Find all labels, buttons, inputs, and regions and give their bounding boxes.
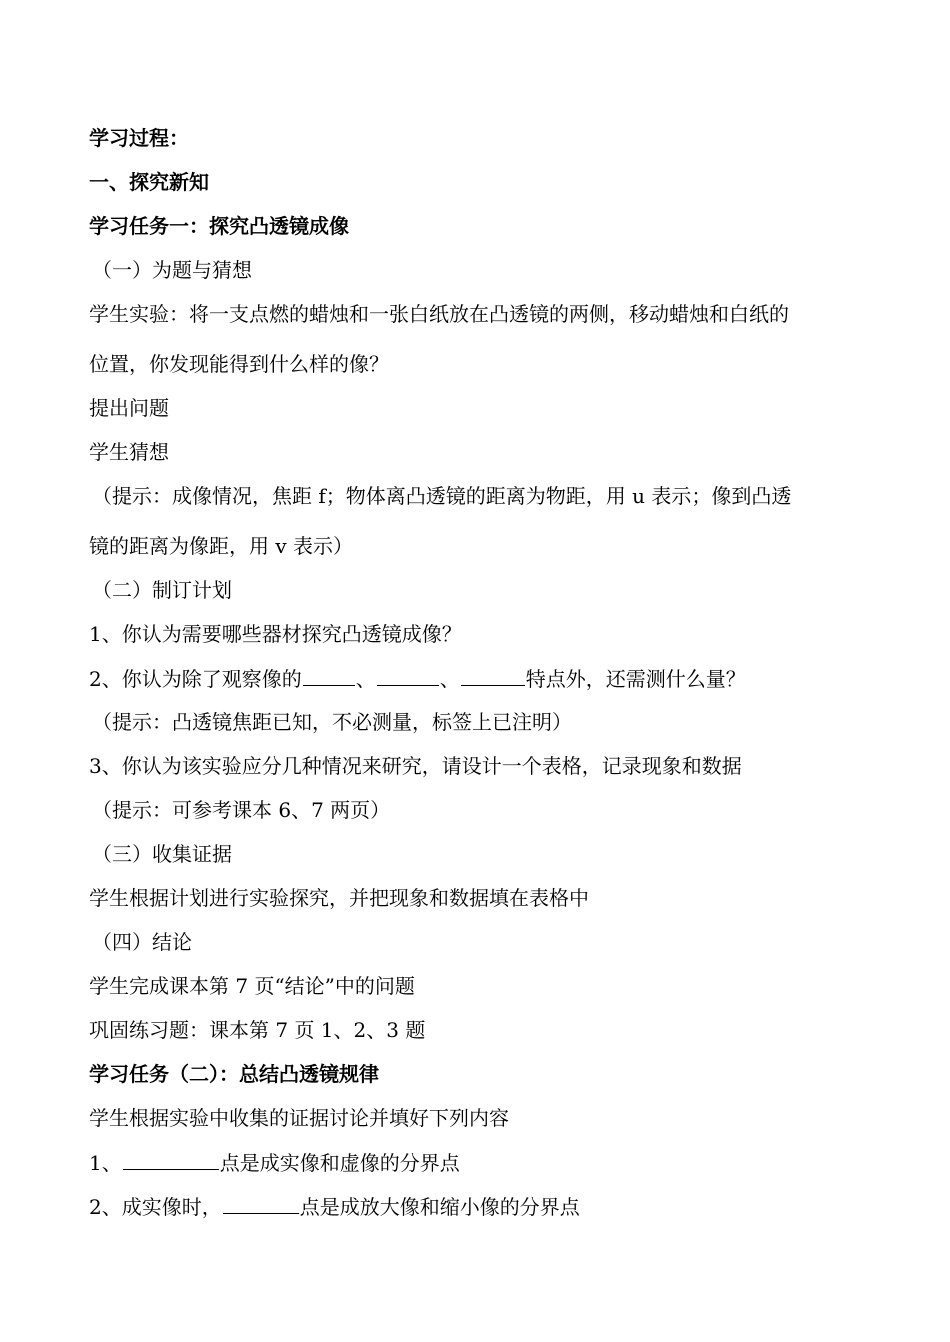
fill-item-1 — [89, 1149, 460, 1176]
hint-line: （提示：可参考课本 6、7 两页） — [92, 798, 391, 822]
fill-blank[interactable] — [461, 665, 525, 686]
paragraph-line: 提出问题 — [89, 396, 169, 420]
item-text: 点是成实像和虚像的分界点 — [219, 1151, 460, 1175]
fill-item-2 — [89, 1193, 580, 1220]
paragraph-line: 学生完成课本第 7 页“结论”中的问题 — [89, 974, 415, 998]
section-heading: 学习过程： — [89, 126, 189, 150]
hint-line: 镜的距离为像距，用 v 表示） — [89, 534, 354, 558]
subsection-3: （三）收集证据 — [92, 842, 232, 866]
paragraph-line: 学生猜想 — [89, 440, 169, 464]
question-2-tail: 特点外，还需测什么量？ — [525, 667, 746, 691]
separator: 、 — [439, 667, 460, 691]
fill-blank[interactable] — [303, 665, 355, 686]
paragraph-line: 学生根据实验中收集的证据讨论并填好下列内容 — [89, 1106, 509, 1130]
question-3: 3、你认为该实验应分几种情况来研究，请设计一个表格，记录现象和数据 — [89, 754, 742, 778]
subsection-1: （一）为题与猜想 — [92, 258, 252, 282]
subsection-2: （二）制订计划 — [92, 578, 232, 602]
item-text: 点是成放大像和缩小像的分界点 — [299, 1195, 580, 1219]
paragraph-line: 位置，你发现能得到什么样的像？ — [89, 352, 389, 376]
fill-blank[interactable] — [123, 1149, 219, 1170]
hint-line: （提示：凸透镜焦距已知，不必测量，标签上已注明） — [92, 710, 572, 734]
fill-blank[interactable] — [377, 665, 439, 686]
task-heading-1: 学习任务一：探究凸透镜成像 — [89, 214, 349, 238]
item-text: 2、成实像时， — [89, 1195, 222, 1219]
fill-blank[interactable] — [223, 1193, 299, 1214]
question-2-text: 2、你认为除了观察像的 — [89, 667, 302, 691]
separator: 、 — [355, 667, 376, 691]
task-heading-2: 学习任务（二）：总结凸透镜规律 — [89, 1062, 379, 1086]
question-2 — [89, 665, 746, 692]
paragraph-line: 学生实验：将一支点燃的蜡烛和一张白纸放在凸透镜的两侧，移动蜡烛和白纸的 — [89, 302, 789, 326]
question-1: 1、你认为需要哪些器材探究凸透镜成像？ — [89, 622, 462, 646]
paragraph-line: 学生根据计划进行实验探究，并把现象和数据填在表格中 — [89, 886, 589, 910]
part-heading: 一、探究新知 — [89, 170, 209, 194]
hint-line: （提示：成像情况，焦距 f；物体离凸透镜的距离为物距，用 u 表示；像到凸透 — [92, 484, 792, 508]
paragraph-line: 巩固练习题：课本第 7 页 1、2、3 题 — [89, 1018, 426, 1042]
item-number: 1、 — [89, 1151, 122, 1175]
subsection-4: （四）结论 — [92, 930, 192, 954]
